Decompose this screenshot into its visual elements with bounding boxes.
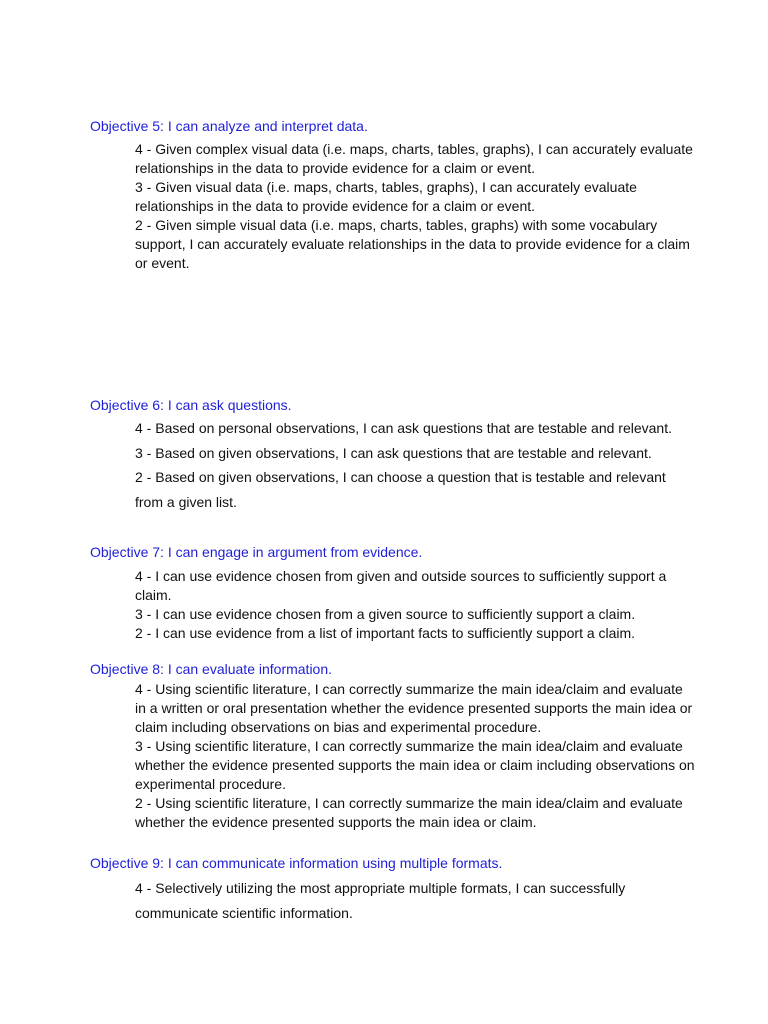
objective-5-criteria [135, 140, 695, 273]
objective-6-criteria [135, 416, 695, 514]
objective-8-title: Objective 8: I can evaluate information. [90, 661, 333, 677]
criterion-2: 2 - I can use evidence from a list of important facts to sufficiently support a claim. [135, 625, 636, 641]
objective-8-criteria [135, 680, 695, 832]
objective-6-title: Objective 6: I can ask questions. [90, 397, 292, 413]
criterion-3: 3 - Given visual data (i.e. maps, charts, tables, graphs), I can accurately evaluate relationships in the data to provide evidence for a claim or event. [135, 179, 637, 214]
objective-7-criteria [135, 567, 695, 643]
criterion-3: 3 - Based on given observations, I can ask questions that are testable and relevant. [135, 444, 652, 461]
criterion-4: 4 - Based on personal observations, I can ask questions that are testable and relevant. [135, 420, 672, 436]
criterion-4: 4 - I can use evidence chosen from given and outside sources to sufficiently support a claim. [135, 568, 667, 603]
criterion-2: 2 - Based on given observations, I can choose a question that is testable and relevant from a given list. [135, 469, 666, 510]
criterion-3: 3 - Using scientific literature, I can correctly summarize the main idea/claim and evaluate whether the evidence presented supports the main idea or claim including observations on experimental procedure. [135, 738, 695, 792]
criterion-2: 2 - Given simple visual data (i.e. maps, charts, tables, graphs) with some vocabulary support, I can accurately evaluate relationships in the data to provide evidence for a claim or event. [135, 217, 690, 271]
criterion-3: 3 - I can use evidence chosen from a given source to sufficiently support a claim. [135, 606, 636, 622]
criterion-4: 4 - Selectively utilizing the most appropriate multiple formats, I can successfully communicate scientific information. [135, 880, 626, 921]
objective-5-title: Objective 5: I can analyze and interpret data. [90, 118, 368, 134]
objective-9-title: Objective 9: I can communicate information using multiple formats. [90, 855, 503, 871]
objective-7-title: Objective 7: I can engage in argument from evidence. [90, 544, 423, 560]
objective-9-criteria [135, 876, 695, 925]
criterion-4: 4 - Using scientific literature, I can correctly summarize the main idea/claim and evaluate in a written or oral presentation whether the evidence presented supports the main idea or claim including observations on bias and experimental procedure. [135, 681, 693, 735]
criterion-2: 2 - Using scientific literature, I can correctly summarize the main idea/claim and evaluate whether the evidence presented supports the main idea or claim. [135, 795, 683, 830]
criterion-4: 4 - Given complex visual data (i.e. maps, charts, tables, graphs), I can accurately evaluate relationships in the data to provide evidence for a claim or event. [135, 141, 693, 176]
